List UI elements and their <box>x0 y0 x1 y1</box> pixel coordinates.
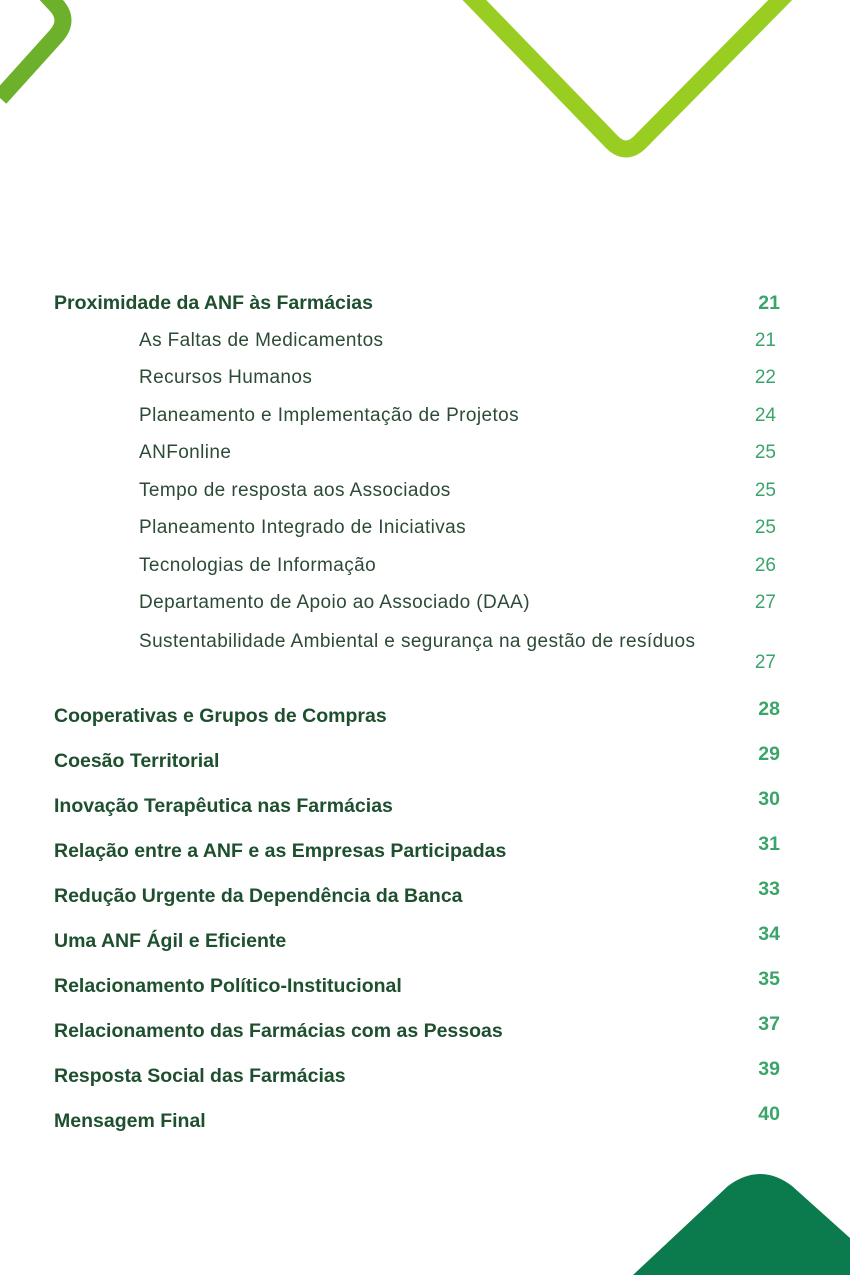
toc-entry-page: 37 <box>758 1013 780 1035</box>
toc-subentry-page: 25 <box>754 517 776 538</box>
toc-entry-page: 40 <box>758 1103 780 1125</box>
toc-entry-page: 21 <box>758 292 780 314</box>
toc-entry-title: Inovação Terapêutica nas Farmácias <box>54 795 393 817</box>
toc-entry-page: 35 <box>758 968 780 990</box>
toc-entry-title: Relacionamento Político-Institucional <box>54 975 402 997</box>
toc-subentry-title: ANFonline <box>139 442 232 463</box>
toc-entry-page: 33 <box>758 878 780 900</box>
toc-subentry-title: Planeamento e Implementação de Projetos <box>139 405 519 426</box>
toc-subentry-title: Tecnologias de Informação <box>139 555 377 576</box>
toc-subentry-page: 27 <box>754 652 776 673</box>
toc-entry-title: Resposta Social das Farmácias <box>54 1065 346 1087</box>
toc-subentry-page: 22 <box>754 367 776 388</box>
toc-subentry-title: Recursos Humanos <box>139 367 313 388</box>
toc-subentry-title: As Faltas de Medicamentos <box>139 330 384 351</box>
toc-entry-page: 28 <box>758 698 780 720</box>
toc-entry-title: Redução Urgente da Dependência da Banca <box>54 885 463 907</box>
toc-subentry-page: 26 <box>754 555 776 576</box>
toc-entry-page: 30 <box>758 788 780 810</box>
toc-entry-page: 29 <box>758 743 780 765</box>
toc-subentry-title: Planeamento Integrado de Iniciativas <box>139 517 467 538</box>
toc-subentry-title: Departamento de Apoio ao Associado (DAA) <box>139 592 530 613</box>
toc-entry-page: 34 <box>758 923 780 945</box>
toc-entry-page: 31 <box>758 833 780 855</box>
toc-entry-title: Coesão Territorial <box>54 750 220 772</box>
toc-subentry-page: 25 <box>754 480 776 501</box>
toc-entry-title: Proximidade da ANF às Farmácias <box>54 292 373 314</box>
toc-subentry-title: Tempo de resposta aos Associados <box>139 480 451 501</box>
toc-entry-title: Uma ANF Ágil e Eficiente <box>54 930 287 952</box>
toc-entry-title: Mensagem Final <box>54 1110 206 1132</box>
toc-subentry-page: 27 <box>754 592 776 613</box>
toc-subentry-title: Sustentabilidade Ambiental e segurança na gestão de resíduos <box>139 631 696 652</box>
toc-entry-title: Relacionamento das Farmácias com as Pessoas <box>54 1020 503 1042</box>
toc-entry-title: Relação entre a ANF e as Empresas Participadas <box>54 840 507 862</box>
toc-subentry-page: 21 <box>754 330 776 351</box>
toc-entry-title: Cooperativas e Grupos de Compras <box>54 705 387 727</box>
toc-subentry-page: 24 <box>754 405 776 426</box>
toc-entry-page: 39 <box>758 1058 780 1080</box>
toc-subentry-page: 25 <box>754 442 776 463</box>
